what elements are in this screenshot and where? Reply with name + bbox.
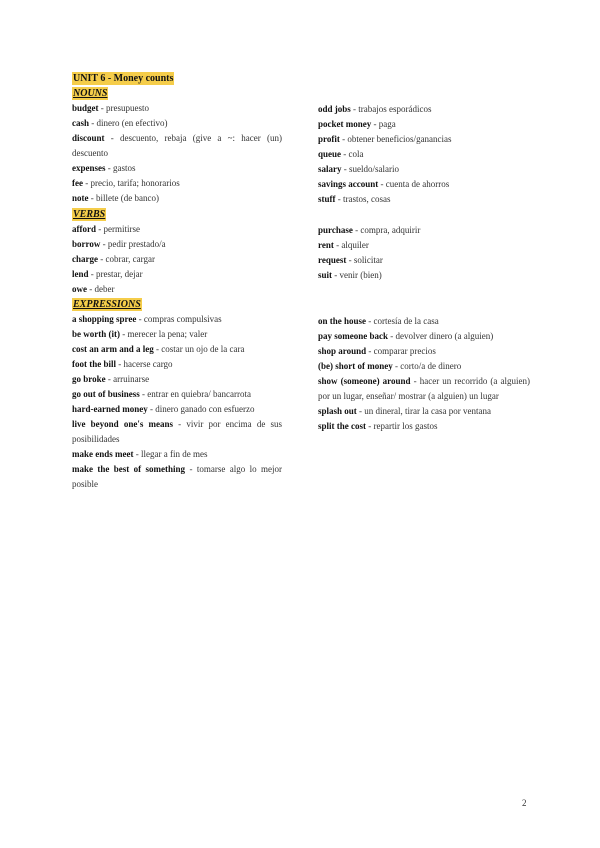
vocab-definition: - arruinarse [105,374,150,384]
vocab-term: make ends meet [72,449,134,459]
vocab-entry [318,344,530,359]
vocab-definition: - vivir por encima de sus posibilidades [72,419,282,444]
vocab-entry [72,402,282,417]
vocab-entry [72,252,282,267]
vocab-entry [72,327,282,342]
vocab-entry [72,357,282,372]
vocab-term: lend [72,269,89,279]
vocab-definition: - compras compulsivas [136,314,222,324]
vocab-term: afford [72,224,96,234]
vocab-term: split the cost [318,421,366,431]
right-column-verbs [318,223,530,283]
nouns-heading: NOUNS [73,88,108,99]
vocab-term: a shopping spree [72,314,137,324]
vocab-entry [318,177,530,192]
vocab-entry [72,161,282,176]
vocab-definition: - devolver dinero (a alguien) [388,331,494,341]
vocab-definition: - merecer la pena; valer [120,329,208,339]
vocab-term: rent [318,240,334,250]
vocab-definition: - descuento, rebaja (give a ~: hacer (un) descuento [72,133,282,158]
vocab-definition: - obtener beneficios/ganancias [339,134,452,144]
vocab-definition: - cuenta de ahorros [378,179,450,189]
vocab-definition: - presupuesto [98,103,150,113]
vocab-entry [318,147,530,162]
vocab-definition: - billete (de banco) [88,193,159,203]
vocab-definition: - precio, tarifa; honorarios [83,178,180,188]
vocab-entry [72,191,282,206]
vocab-definition: - prestar, dejar [88,269,143,279]
vocab-definition: - pedir prestado/a [100,239,166,249]
vocab-entry [72,387,282,402]
vocab-entry [72,312,282,327]
vocab-term: purchase [318,225,353,235]
vocab-entry [72,282,282,297]
vocab-term: borrow [72,239,101,249]
vocab-definition: - gastos [105,163,136,173]
vocab-term: cost an arm and a leg [72,344,154,354]
vocab-term: salary [318,164,342,174]
vocab-entry [318,268,530,283]
vocab-definition: - hacer un recorrido (a alguien) por un lugar, enseñar/ mostrar (a alguien) un lugar [318,376,530,401]
vocab-entry [72,417,282,447]
vocab-definition: - solicitar [346,255,383,265]
vocab-entry [318,117,530,132]
vocab-definition: - trabajos esporádicos [350,104,432,114]
vocab-entry [318,102,530,117]
vocab-definition: - compra, adquirir [352,225,421,235]
vocab-definition: - entrar en quiebra/ bancarrota [139,389,251,399]
vocab-term: (be) short of money [318,361,393,371]
vocab-definition: - hacerse cargo [116,359,173,369]
vocab-term: stuff [318,194,336,204]
vocab-definition: - cortesía de la casa [366,316,439,326]
vocab-entry [318,329,530,344]
vocab-definition: - trastos, cosas [335,194,391,204]
vocab-term: discount [72,133,105,143]
vocab-term: cash [72,118,90,128]
vocab-term: go out of business [72,389,140,399]
vocab-entry [318,162,530,177]
vocab-term: go broke [72,374,106,384]
vocab-term: note [72,193,89,203]
vocab-term: show (someone) around [318,376,411,386]
vocab-definition: - sueldo/salario [341,164,399,174]
vocab-term: foot the bill [72,359,116,369]
vocab-definition: - paga [371,119,396,129]
vocab-entry [318,374,530,404]
vocab-definition: - alquiler [333,240,369,250]
vocab-term: make the best of something [72,464,186,474]
vocab-term: shop around [318,346,367,356]
expressions-heading: EXPRESSIONS [73,299,141,310]
vocab-entry [72,267,282,282]
vocab-term: splash out [318,406,357,416]
expressions-left-list [72,312,282,492]
vocab-definition: - deber [87,284,115,294]
right-column-expressions [318,314,530,434]
right-column-nouns [318,102,530,207]
vocab-entry [318,132,530,147]
vocab-definition: - comparar precios [366,346,436,356]
left-column-expressions [72,297,282,492]
left-column-verbs [72,207,282,297]
vocab-entry [72,462,282,492]
vocab-definition: - dinero (en efectivo) [89,118,168,128]
vocab-term: hard-earned money [72,404,148,414]
vocab-entry [72,176,282,191]
vocab-entry [72,101,282,116]
vocab-definition: - llegar a fin de mes [133,449,208,459]
vocab-definition: - costar un ojo de la cara [153,344,245,354]
vocab-definition: - permitirse [96,224,140,234]
vocab-entry [318,253,530,268]
vocab-entry [72,131,282,161]
vocab-term: be worth (it) [72,329,120,339]
vocab-entry [318,238,530,253]
vocab-term: pay someone back [318,331,389,341]
vocab-term: on the house [318,316,367,326]
vocab-term: queue [318,149,342,159]
vocab-entry [72,447,282,462]
vocab-term: fee [72,178,83,188]
vocab-term: profit [318,134,340,144]
vocab-term: suit [318,270,333,280]
left-column-nouns [72,86,282,206]
vocab-term: odd jobs [318,104,351,114]
vocab-term: owe [72,284,87,294]
vocab-entry [318,359,530,374]
vocab-definition: - cobrar, cargar [98,254,155,264]
vocab-term: savings account [318,179,379,189]
vocab-entry [72,237,282,252]
vocab-definition: - cola [341,149,364,159]
vocab-definition: - venir (bien) [332,270,382,280]
vocab-definition: - repartir los gastos [366,421,438,431]
vocab-term: charge [72,254,98,264]
vocab-term: pocket money [318,119,372,129]
vocab-entry [318,223,530,238]
nouns-left-list [72,101,282,206]
vocab-term: live beyond one's means [72,419,174,429]
vocab-term: budget [72,103,99,113]
verbs-left-list [72,222,282,297]
page-number: 2 [522,798,527,808]
vocab-entry [318,404,530,419]
vocab-entry [72,342,282,357]
verbs-heading: VERBS [73,209,106,220]
vocab-entry [318,192,530,207]
vocab-definition: - tomarse algo lo mejor posible [72,464,282,489]
vocab-definition: - corto/a de dinero [392,361,462,371]
vocab-entry [72,222,282,237]
vocab-entry [318,314,530,329]
vocab-definition: - dinero ganado con esfuerzo [147,404,255,414]
vocab-term: request [318,255,347,265]
vocab-entry [318,419,530,434]
vocab-entry [72,116,282,131]
vocab-entry [72,372,282,387]
vocab-definition: - un dineral, tirar la casa por ventana [356,406,491,416]
vocab-term: expenses [72,163,106,173]
unit-title: UNIT 6 - Money counts [73,73,174,84]
